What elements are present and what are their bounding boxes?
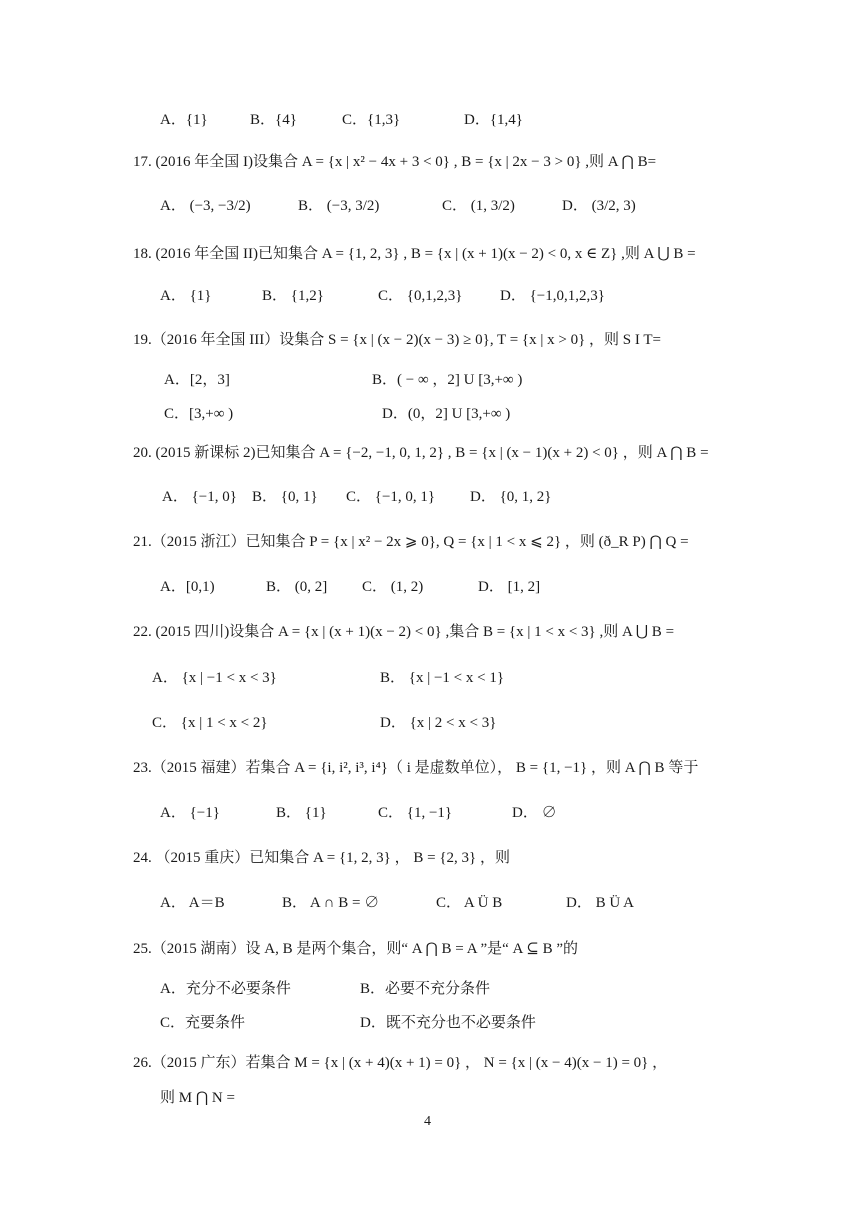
q19-option-c: C．[3,+∞ ) — [164, 406, 234, 422]
q26-stem: 26.（2015 广东）若集合 M = {x | (x + 4)(x + 1) = 0} ， N = {x | (x − 4)(x − 1) = 0} ， — [133, 1055, 668, 1071]
q21-option-c: C． (1, 2) — [362, 579, 424, 595]
q21-option-d: D． [1, 2] — [478, 579, 541, 595]
q22-option-d: D． {x | 2 < x < 3} — [380, 715, 497, 731]
q20-stem: 20. (2015 新课标 2)已知集合 A = {−2, −1, 0, 1, 2} , B = {x | (x − 1)(x + 2) < 0} ，则 A ⋂ B = — [133, 445, 709, 461]
q17-option-a: A． (−3, −3/2) — [160, 198, 251, 214]
q22-option-c: C． {x | 1 < x < 2} — [152, 715, 268, 731]
q23-option-a: A． {−1} — [160, 805, 220, 821]
q18-option-a: A． {1} — [160, 288, 212, 304]
q17-option-d: D． (3/2, 3) — [562, 198, 636, 214]
q24-stem: 24. （2015 重庆）已知集合 A = {1, 2, 3} ， B = {2, 3} ，则 — [133, 850, 510, 866]
q23-option-d: D． ∅ — [512, 805, 557, 821]
q19-option-a: A．[2，3] — [164, 372, 230, 388]
q24-option-b: B． A ∩ B = ∅ — [282, 895, 380, 911]
q16-option-c: C．{1,3} — [342, 112, 401, 128]
q21-stem: 21.（2015 浙江）已知集合 P = {x | x² − 2x ⩾ 0}, Q = {x | 1 < x ⩽ 2} ，则 (ð_R P) ⋂ Q = — [133, 534, 689, 550]
q25-option-c: C．充要条件 — [160, 1015, 246, 1031]
q22-option-b: B． {x | −1 < x < 1} — [380, 670, 505, 686]
q18-option-c: C． {0,1,2,3} — [378, 288, 463, 304]
q20-option-b: B． {0, 1} — [252, 489, 318, 505]
q19-option-b: B．( − ∞ ，2] U [3,+∞ ) — [372, 372, 523, 388]
q21-option-a: A．[0,1) — [160, 579, 215, 595]
q23-stem: 23.（2015 福建）若集合 A = {i, i², i³, i⁴}（ i 是虚数单位）， B = {1, −1} ，则 A ⋂ B 等于 — [133, 760, 699, 776]
q20-option-a: A． {−1, 0} — [162, 489, 237, 505]
q16-option-a: A．{1} — [160, 112, 208, 128]
q17-option-b: B． (−3, 3/2) — [298, 198, 380, 214]
q24-option-c: C． A Ü B — [436, 895, 503, 911]
q22-stem: 22. (2015 四川)设集合 A = {x | (x + 1)(x − 2) < 0} ,集合 B = {x | 1 < x < 3} ,则 A ⋃ B = — [133, 624, 675, 640]
q18-option-d: D． {−1,0,1,2,3} — [500, 288, 605, 304]
q25-option-b: B．必要不充分条件 — [360, 981, 491, 997]
page-number: 4 — [424, 1114, 431, 1129]
q16-option-b: B．{4} — [250, 112, 297, 128]
q25-option-a: A．充分不必要条件 — [160, 981, 291, 997]
q25-option-d: D．既不充分也不必要条件 — [360, 1015, 536, 1031]
q24-option-d: D． B Ü A — [566, 895, 634, 911]
q25-stem: 25.（2015 湖南）设 A, B 是两个集合，则“ A ⋂ B = A ”是“ A ⊆ B ”的 — [133, 941, 578, 957]
q23-option-b: B． {1} — [276, 805, 327, 821]
q26-continuation: 则 M ⋂ N = — [160, 1090, 235, 1106]
q18-option-b: B． {1,2} — [262, 288, 324, 304]
q20-option-d: D． {0, 1, 2} — [470, 489, 552, 505]
q24-option-a: A． A＝B — [160, 895, 225, 911]
q22-option-a: A． {x | −1 < x < 3} — [152, 670, 277, 686]
q19-stem: 19.（2016 年全国 III）设集合 S = {x | (x − 2)(x − 3) ≥ 0}, T = {x | x > 0} ，则 S I T= — [133, 332, 661, 348]
q19-option-d: D．(0，2] U [3,+∞ ) — [382, 406, 511, 422]
q23-option-c: C． {1, −1} — [378, 805, 453, 821]
q17-stem: 17. (2016 年全国 I)设集合 A = {x | x² − 4x + 3 < 0} , B = {x | 2x − 3 > 0} ,则 A ⋂ B= — [133, 154, 657, 170]
q20-option-c: C． {−1, 0, 1} — [346, 489, 436, 505]
q21-option-b: B． (0, 2] — [266, 579, 328, 595]
q17-option-c: C． (1, 3/2) — [442, 198, 515, 214]
q16-option-d: D．{1,4} — [464, 112, 523, 128]
q18-stem: 18. (2016 年全国 II)已知集合 A = {1, 2, 3} , B = {x | (x + 1)(x − 2) < 0, x ∈ Z} ,则 A ⋃ B = — [133, 246, 696, 262]
